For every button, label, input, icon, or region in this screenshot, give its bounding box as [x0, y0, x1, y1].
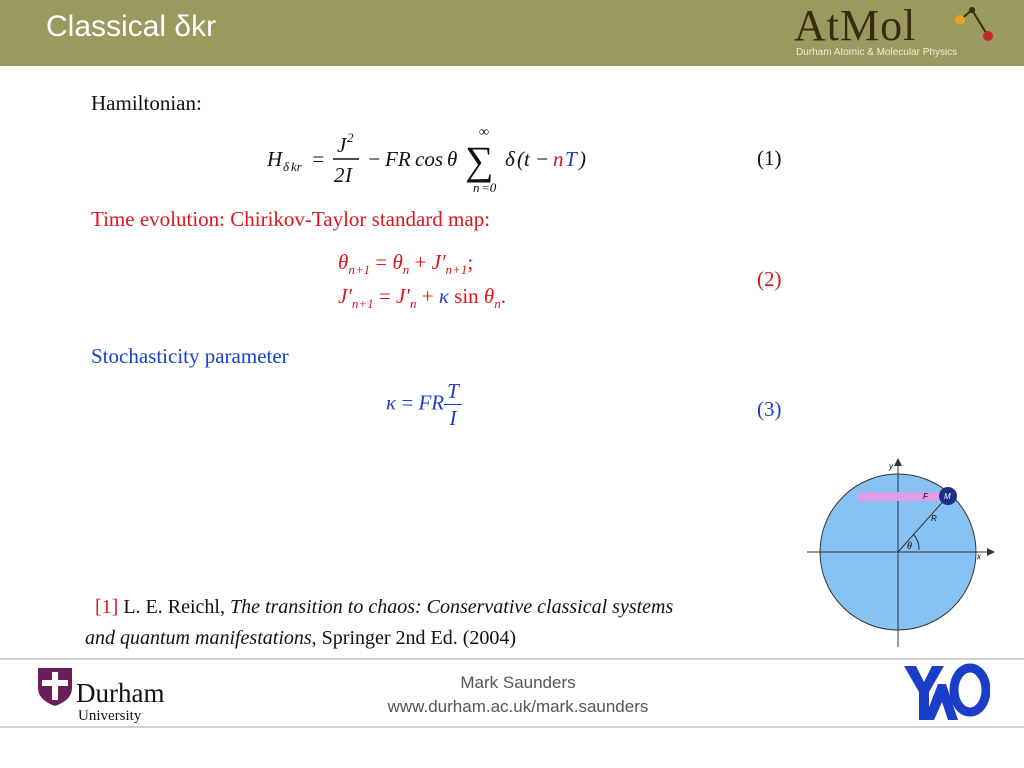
reference-publisher: , Springer 2nd Ed. (2004) — [311, 627, 517, 649]
molecule-icon — [950, 6, 1000, 46]
hamiltonian-heading: Hamiltonian: — [91, 91, 202, 115]
x-axis-label: x — [977, 552, 981, 561]
force-label: F — [923, 492, 928, 501]
svg-text:n: n — [553, 147, 564, 171]
svg-text:=0: =0 — [481, 180, 497, 195]
slide-title: Classical δkr — [46, 10, 217, 43]
kicked-rotor-diagram — [805, 455, 1000, 650]
radius-label: R — [931, 514, 937, 523]
svg-text:∑: ∑ — [465, 138, 494, 183]
durham-university-logo — [38, 666, 188, 726]
time-evolution-heading: Time evolution: Chirikov-Taylor standard map: — [91, 207, 491, 231]
svg-text:δ: δ — [283, 159, 290, 174]
svg-text:T: T — [565, 147, 577, 171]
svg-text:(: ( — [517, 147, 524, 171]
author-name: Mark Saunders — [460, 673, 576, 692]
durham-sub: University — [78, 708, 142, 724]
footer-divider-bottom — [0, 726, 1024, 728]
svg-text:t: t — [524, 147, 530, 171]
force-arrow — [857, 492, 943, 501]
hamiltonian-formula — [267, 124, 607, 198]
svg-text:cos: cos — [415, 147, 443, 171]
mass-label: M — [944, 492, 951, 501]
header-bar — [0, 0, 1024, 66]
svg-text:J: J — [337, 133, 347, 157]
svg-text:2: 2 — [334, 163, 345, 187]
durham-name: Durham — [76, 678, 165, 708]
hamiltonian-equation — [267, 124, 607, 198]
svg-text:): ) — [579, 147, 586, 171]
svg-text:n: n — [473, 180, 480, 195]
svg-text:−: − — [535, 147, 550, 171]
equation-2-number: (2) — [757, 267, 782, 291]
atmol-logo-name: AtMol — [794, 1, 917, 50]
svg-text:FR: FR — [385, 147, 411, 171]
standard-map-theta: $\theta_{n+1} = \theta_n + J'_{n+1}$; — [338, 250, 474, 278]
reference-citation — [85, 592, 805, 654]
svg-text:δ: δ — [505, 147, 515, 171]
stochasticity-heading: Stochasticity parameter — [91, 344, 289, 368]
reference-title-line2: and quantum manifestations — [85, 627, 312, 649]
angle-label: θ — [907, 541, 912, 552]
stochasticity-equation: κ = FR $\frac{T}{I}$ — [386, 378, 462, 431]
reference-author: L. E. Reichl, — [123, 596, 225, 618]
footer-divider-top — [0, 658, 1024, 660]
atmol-logo — [790, 2, 1022, 64]
y-axis-label: y — [889, 462, 893, 471]
yao-logo — [900, 662, 990, 724]
equation-3-number: (3) — [757, 397, 782, 421]
svg-text:H: H — [267, 147, 283, 171]
svg-text:I: I — [345, 163, 352, 187]
svg-text:=: = — [311, 147, 326, 171]
author-url[interactable]: www.durham.ac.uk/mark.saunders — [387, 697, 649, 716]
svg-text:2: 2 — [347, 130, 354, 145]
reference-title-line1: The transition to chaos: Conservative classical systems — [229, 596, 674, 618]
standard-map-j: $J'_{n+1} = J'_n + \kappa$ $\sin \theta_n$. — [338, 284, 506, 312]
svg-text:∞: ∞ — [479, 125, 489, 140]
svg-text:θ: θ — [447, 147, 458, 171]
atmol-logo-tagline: Durham Atomic & Molecular Physics — [796, 47, 958, 58]
svg-text:−: − — [367, 147, 382, 171]
reference-tag: [1] — [95, 596, 119, 618]
yao-logo-mark — [904, 666, 986, 720]
svg-text:kr: kr — [291, 159, 302, 174]
equation-1-number: (1) — [757, 146, 782, 170]
